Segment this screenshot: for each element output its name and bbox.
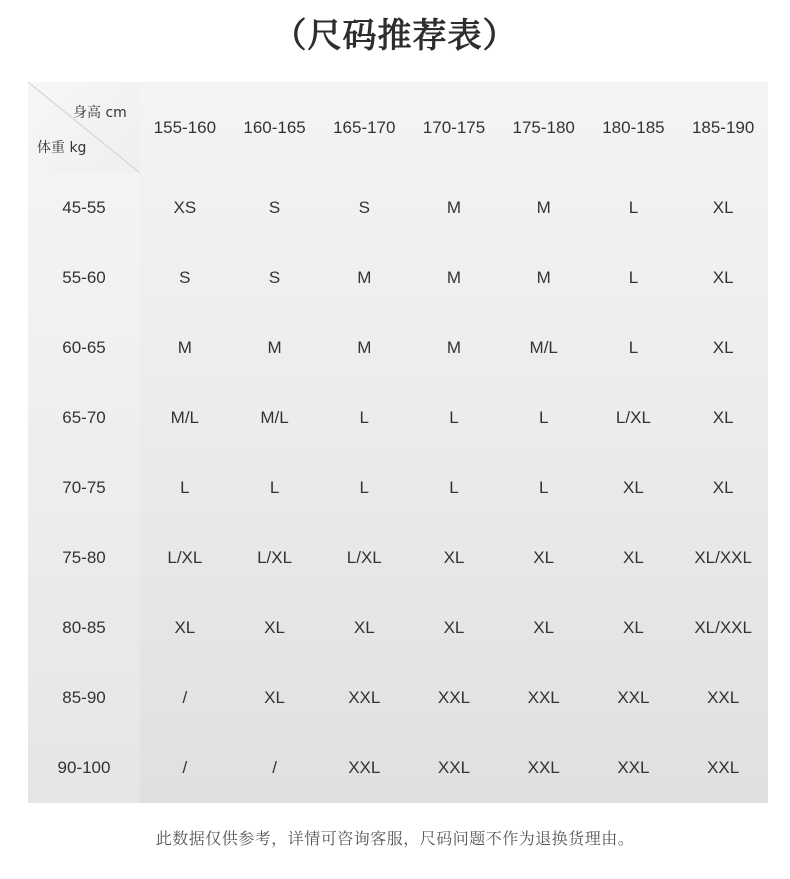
size-cell: XL (623, 478, 644, 497)
size-cell: L (269, 478, 280, 497)
size-cell: M/L (529, 338, 558, 357)
table-body (28, 173, 768, 803)
size-cell: XXL (348, 758, 381, 777)
size-cell: XXL (617, 758, 650, 777)
table-header-row (28, 82, 768, 173)
size-cell: XS (173, 198, 197, 217)
size-cell: XL (533, 548, 555, 567)
weight-axis-label: 体重 kg (37, 140, 87, 156)
weight-range-cell: 55-60 (28, 243, 140, 313)
size-cell: XL (533, 618, 555, 637)
size-cell: M (446, 198, 462, 217)
weight-range-cell: 85-90 (28, 663, 140, 733)
size-cell: M (357, 268, 372, 287)
size-chart-table (28, 82, 768, 803)
size-cell: XXL (707, 758, 740, 777)
table-corner-cell (28, 82, 140, 173)
size-cell: XXL (617, 688, 650, 707)
size-cell: M (267, 338, 282, 357)
size-cell: L/XL (615, 408, 651, 427)
table-row (28, 313, 768, 383)
height-header-cell: 170-175 (422, 117, 486, 137)
table-row (28, 453, 768, 523)
weight-range-cell: 60-65 (28, 313, 140, 383)
size-cell: XL (174, 618, 196, 637)
size-cell: XL (353, 618, 375, 637)
size-cell: XXL (437, 758, 471, 777)
size-cell: / (272, 758, 277, 777)
page-title: （尺码推荐表） (272, 16, 518, 56)
size-cell: M (177, 338, 192, 357)
size-cell: L (538, 408, 549, 427)
size-cell: M (446, 338, 462, 357)
size-cell: L (628, 198, 639, 217)
size-cell: XL (712, 198, 734, 217)
size-cell: M (536, 198, 551, 217)
table-row (28, 593, 768, 663)
size-cell: L (180, 478, 190, 497)
disclaimer-text: 此数据仅供参考，详情可咨询客服，尺码问题不作为退换货理由。 (155, 829, 635, 848)
size-cell: S (179, 268, 191, 287)
size-cell: L/XL (346, 548, 382, 567)
size-cell: XL (712, 408, 734, 427)
size-cell: XL (623, 618, 644, 637)
height-axis-label: 身高 cm (73, 105, 127, 121)
size-cell: XL (623, 548, 644, 567)
height-header-cell: 185-190 (691, 117, 755, 137)
corner-diagonal-line (28, 82, 140, 173)
weight-range-cell: 65-70 (28, 383, 140, 453)
size-cell: XXL (348, 688, 381, 707)
size-cell: L (449, 408, 459, 427)
table-row (28, 523, 768, 593)
size-cell: M/L (260, 408, 289, 427)
size-cell: M (446, 268, 462, 287)
size-cell: XXL (527, 688, 560, 707)
weight-range-cell: 70-75 (28, 453, 140, 523)
size-cell: S (268, 198, 281, 217)
size-cell: XL/XXL (694, 618, 752, 637)
table-row (28, 243, 768, 313)
height-header-cell: 180-185 (602, 117, 665, 137)
size-cell: XL (712, 268, 734, 287)
size-cell: / (182, 688, 188, 707)
size-cell: L/XL (257, 548, 293, 567)
weight-range-cell: 75-80 (28, 523, 140, 593)
table-row (28, 173, 768, 243)
size-cell: XL/XXL (694, 548, 752, 567)
height-header-cell: 160-165 (243, 117, 306, 137)
height-header-cell: 155-160 (153, 117, 217, 137)
table-row (28, 663, 768, 733)
height-header-cell: 175-180 (512, 117, 575, 137)
weight-range-cell: 45-55 (28, 173, 140, 243)
table-row (28, 383, 768, 453)
size-cell: XXL (527, 758, 560, 777)
size-cell: XXL (707, 688, 740, 707)
size-cell: XXL (437, 688, 471, 707)
size-cell: S (268, 268, 281, 287)
size-cell: XL (264, 688, 285, 707)
size-cell: L (359, 478, 370, 497)
weight-range-cell: 80-85 (28, 593, 140, 663)
size-cell: L (628, 338, 639, 357)
size-cell: XL (443, 548, 465, 567)
size-cell: / (182, 758, 188, 777)
size-cell: L (449, 478, 459, 497)
weight-range-cell: 90-100 (28, 733, 140, 803)
size-cell: M/L (170, 408, 200, 427)
size-cell: L (538, 478, 549, 497)
size-cell: M (357, 338, 372, 357)
size-cell: XL (443, 618, 465, 637)
size-cell: S (358, 198, 370, 217)
table-row (28, 733, 768, 803)
size-cell: XL (264, 618, 285, 637)
height-header-cell: 165-170 (333, 117, 396, 137)
size-cell: XL (712, 338, 734, 357)
size-cell: L (359, 408, 370, 427)
size-cell: XL (712, 478, 734, 497)
size-cell: L (628, 268, 639, 287)
size-cell: L/XL (167, 548, 203, 567)
size-cell: M (536, 268, 551, 287)
